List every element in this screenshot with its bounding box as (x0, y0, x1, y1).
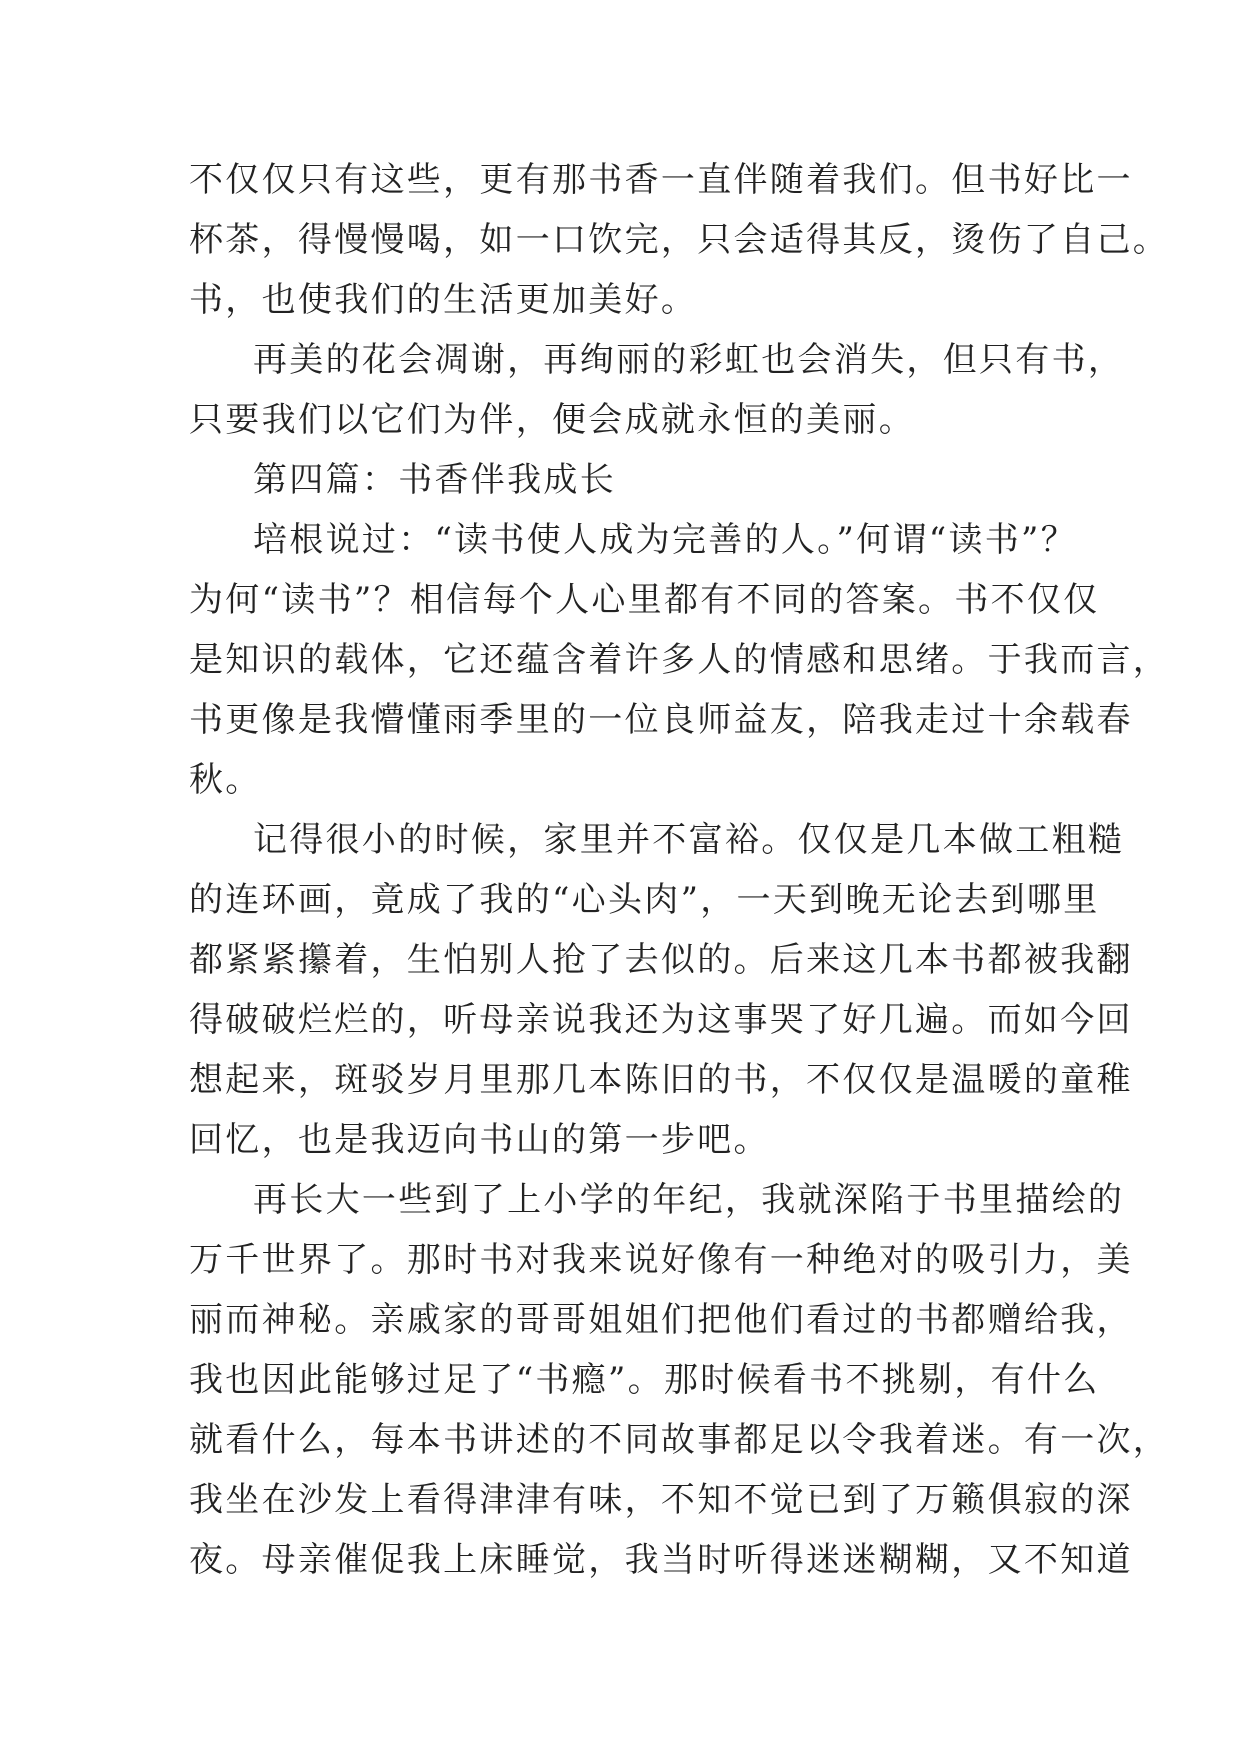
text-line: 丽而神秘。亲戚家的哥哥姐姐们把他们看过的书都赠给我， (189, 1300, 1133, 1340)
text-line: 的连环画，竟成了我的“心头肉”，一天到晚无论去到哪里 (189, 880, 1100, 920)
document-body (189, 150, 1170, 1590)
text-line: 只要我们以它们为伴，便会成就永恒的美丽。 (189, 400, 915, 440)
paragraph-start-line: 再美的花会凋谢，再绚丽的彩虹也会消失，但只有书， (253, 340, 1125, 380)
text-line: 书，也使我们的生活更加美好。 (189, 280, 698, 320)
text-line: 我也因此能够过足了“书瘾”。那时候看书不挑剔，有什么 (189, 1360, 1100, 1400)
section-heading: 第四篇：书香伴我成长 (253, 460, 616, 500)
text-line: 都紧紧攥着，生怕别人抢了去似的。后来这几本书都被我翻 (189, 940, 1133, 980)
text-line: 杯茶，得慢慢喝，如一口饮完，只会适得其反，烫伤了自己。 (189, 220, 1170, 260)
text-line: 是知识的载体，它还蕴含着许多人的情感和思绪。于我而言， (189, 640, 1170, 680)
text-line: 不仅仅只有这些，更有那书香一直伴随着我们。但书好比一 (189, 160, 1133, 200)
text-line: 秋。 (189, 760, 262, 800)
text-line: 得破破烂烂的，听母亲说我还为这事哭了好几遍。而如今回 (189, 1000, 1133, 1040)
text-line: 我坐在沙发上看得津津有味，不知不觉已到了万籁俱寂的深 (189, 1480, 1133, 1520)
text-line: 想起来，斑驳岁月里那几本陈旧的书，不仅仅是温暖的童稚 (189, 1060, 1133, 1100)
text-line: 为何“读书”？相信每个人心里都有不同的答案。书不仅仅 (189, 580, 1100, 620)
paragraph-start-line: 记得很小的时候，家里并不富裕。仅仅是几本做工粗糙 (253, 820, 1125, 860)
paragraph-start-line: 再长大一些到了上小学的年纪，我就深陷于书里描绘的 (253, 1180, 1125, 1220)
text-line: 夜。母亲催促我上床睡觉，我当时听得迷迷糊糊，又不知道 (189, 1540, 1133, 1580)
paragraph-start-line: 培根说过：“读书使人成为完善的人。”何谓“读书”？ (253, 520, 1078, 560)
text-line: 就看什么，每本书讲述的不同故事都足以令我着迷。有一次， (189, 1420, 1170, 1460)
text-line: 回忆，也是我迈向书山的第一步吧。 (189, 1120, 770, 1160)
text-line: 万千世界了。那时书对我来说好像有一种绝对的吸引力，美 (189, 1240, 1133, 1280)
text-line: 书更像是我懵懂雨季里的一位良师益友，陪我走过十余载春 (189, 700, 1133, 740)
